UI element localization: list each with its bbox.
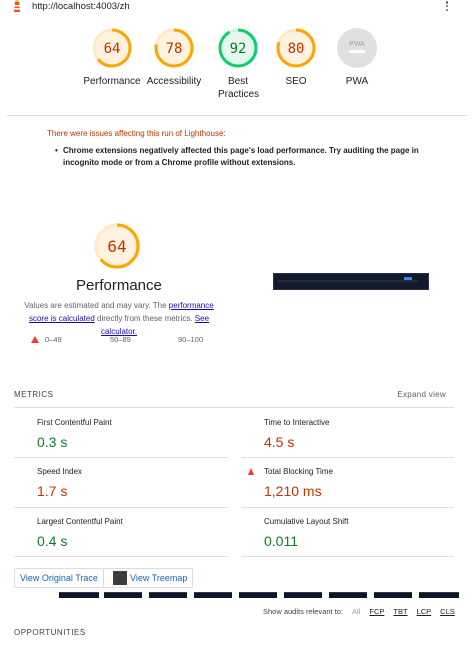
legend-range: 90–100 xyxy=(178,335,204,344)
gauge-label: SEO xyxy=(285,76,307,87)
audit-filter xyxy=(263,607,455,616)
metric-speed-index xyxy=(37,467,237,499)
performance-gauge xyxy=(93,222,141,270)
metric-cls xyxy=(264,517,464,549)
metric-value: 4.5 s xyxy=(264,434,295,450)
filmstrip-frame xyxy=(374,592,412,598)
filmstrip-frame xyxy=(194,592,232,598)
metric-value: 0.4 s xyxy=(37,533,68,549)
legend-range: 0–49 xyxy=(45,335,62,344)
gauge-label: Accessibility xyxy=(146,76,202,87)
gauge-performance[interactable] xyxy=(78,27,146,88)
address-bar-url[interactable]: http://localhost:4003/zh xyxy=(32,1,130,12)
filmstrip-frame xyxy=(329,592,367,598)
filter-chip-lcp[interactable]: LCP xyxy=(416,607,432,616)
divider xyxy=(14,556,228,557)
filter-chip-all[interactable]: All xyxy=(352,607,361,616)
metric-tti xyxy=(264,418,464,450)
pwa-badge-icon xyxy=(336,27,378,69)
metrics-heading: METRICS xyxy=(14,390,54,399)
filter-chip-tbt[interactable]: TBT xyxy=(393,607,408,616)
metric-value: 0.011 xyxy=(264,533,298,549)
performance-score-link[interactable]: performance score is calculated xyxy=(28,301,214,323)
legend-pass xyxy=(178,335,203,344)
legend-range: 50–89 xyxy=(110,335,131,344)
kebab-menu-icon[interactable] xyxy=(444,0,450,12)
gauge-seo[interactable] xyxy=(262,27,330,88)
fail-triangle-icon xyxy=(31,336,39,343)
gauge-label: Performance xyxy=(83,76,141,87)
gauge-score: 92 xyxy=(229,41,247,57)
divider xyxy=(241,457,454,458)
warning-text: Chrome extensions negatively affected this page's load performance. Try auditing the page in incognito mode or from a Chrome profile without extensions. xyxy=(63,146,419,167)
see-calculator-link[interactable]: See calculator. xyxy=(100,314,210,336)
button-label: View Treemap xyxy=(130,573,188,583)
divider xyxy=(241,556,454,557)
warning-heading: There were issues affecting this run of Lighthouse: xyxy=(47,129,226,138)
filmstrip-frame xyxy=(104,592,142,598)
metric-value: 1.7 s xyxy=(37,483,68,499)
gauge-ring xyxy=(91,27,133,69)
expand-view-toggle[interactable]: Expand view xyxy=(397,390,446,399)
performance-score: 64 xyxy=(107,237,127,256)
lighthouse-icon xyxy=(12,0,22,13)
final-screenshot[interactable] xyxy=(273,273,429,290)
warning-item xyxy=(55,145,423,169)
gauge-pwa[interactable] xyxy=(323,27,391,88)
gauge-ring xyxy=(153,27,195,69)
gauge-ring xyxy=(275,27,317,69)
gauge-score: 64 xyxy=(103,41,121,57)
divider xyxy=(14,407,454,408)
filmstrip-frame xyxy=(149,592,187,598)
gauge-accessibility[interactable] xyxy=(140,27,208,88)
filmstrip-frame xyxy=(419,592,459,598)
view-treemap-button[interactable] xyxy=(103,568,193,588)
fail-triangle-icon xyxy=(248,468,254,475)
gauge-ring xyxy=(217,27,259,69)
divider xyxy=(14,507,228,508)
legend-fail xyxy=(31,335,62,344)
browser-bar xyxy=(0,0,474,14)
opportunities-heading: OPPORTUNITIES xyxy=(14,628,86,637)
metric-name: Total Blocking Time xyxy=(264,467,333,476)
metric-name: Speed Index xyxy=(37,467,82,476)
metric-name: Time to Interactive xyxy=(264,418,330,427)
treemap-icon xyxy=(113,571,127,585)
performance-title: Performance xyxy=(76,277,162,294)
desc-mid: directly from these metrics. xyxy=(94,314,195,323)
legend-average xyxy=(110,335,131,344)
view-original-trace-button[interactable] xyxy=(14,568,104,588)
divider xyxy=(14,457,228,458)
divider xyxy=(241,507,454,508)
filmstrip-frame xyxy=(59,592,99,598)
gauge-label: PWA xyxy=(345,76,369,87)
metric-value: 0.3 s xyxy=(37,434,68,450)
gauge-ring xyxy=(93,222,141,270)
filter-chip-cls[interactable]: CLS xyxy=(440,607,455,616)
metric-name: First Contentful Paint xyxy=(37,418,112,427)
gauge-score: 80 xyxy=(287,41,305,57)
metric-name: Largest Contentful Paint xyxy=(37,517,123,526)
performance-description xyxy=(14,299,224,338)
metric-lcp xyxy=(37,517,237,549)
divider xyxy=(7,115,467,116)
filmstrip xyxy=(14,592,464,600)
metric-name: Cumulative Layout Shift xyxy=(264,517,349,526)
filmstrip-frame xyxy=(239,592,277,598)
gauge-label: Best Practices xyxy=(218,76,260,100)
bullet: • xyxy=(55,146,58,155)
metric-tbt xyxy=(264,467,464,499)
category-gauges xyxy=(78,27,396,107)
desc-prefix: Values are estimated and may vary. The xyxy=(24,301,169,310)
audit-filter-label: Show audits relevant to: xyxy=(263,607,344,616)
filter-chip-fcp[interactable]: FCP xyxy=(369,607,385,616)
filmstrip-frame xyxy=(284,592,322,598)
metric-value: 1,210 ms xyxy=(264,483,322,499)
gauge-score: 78 xyxy=(165,41,183,57)
button-label: View Original Trace xyxy=(20,573,98,583)
metric-fcp xyxy=(37,418,237,450)
gauge-score: PWA xyxy=(349,41,365,48)
